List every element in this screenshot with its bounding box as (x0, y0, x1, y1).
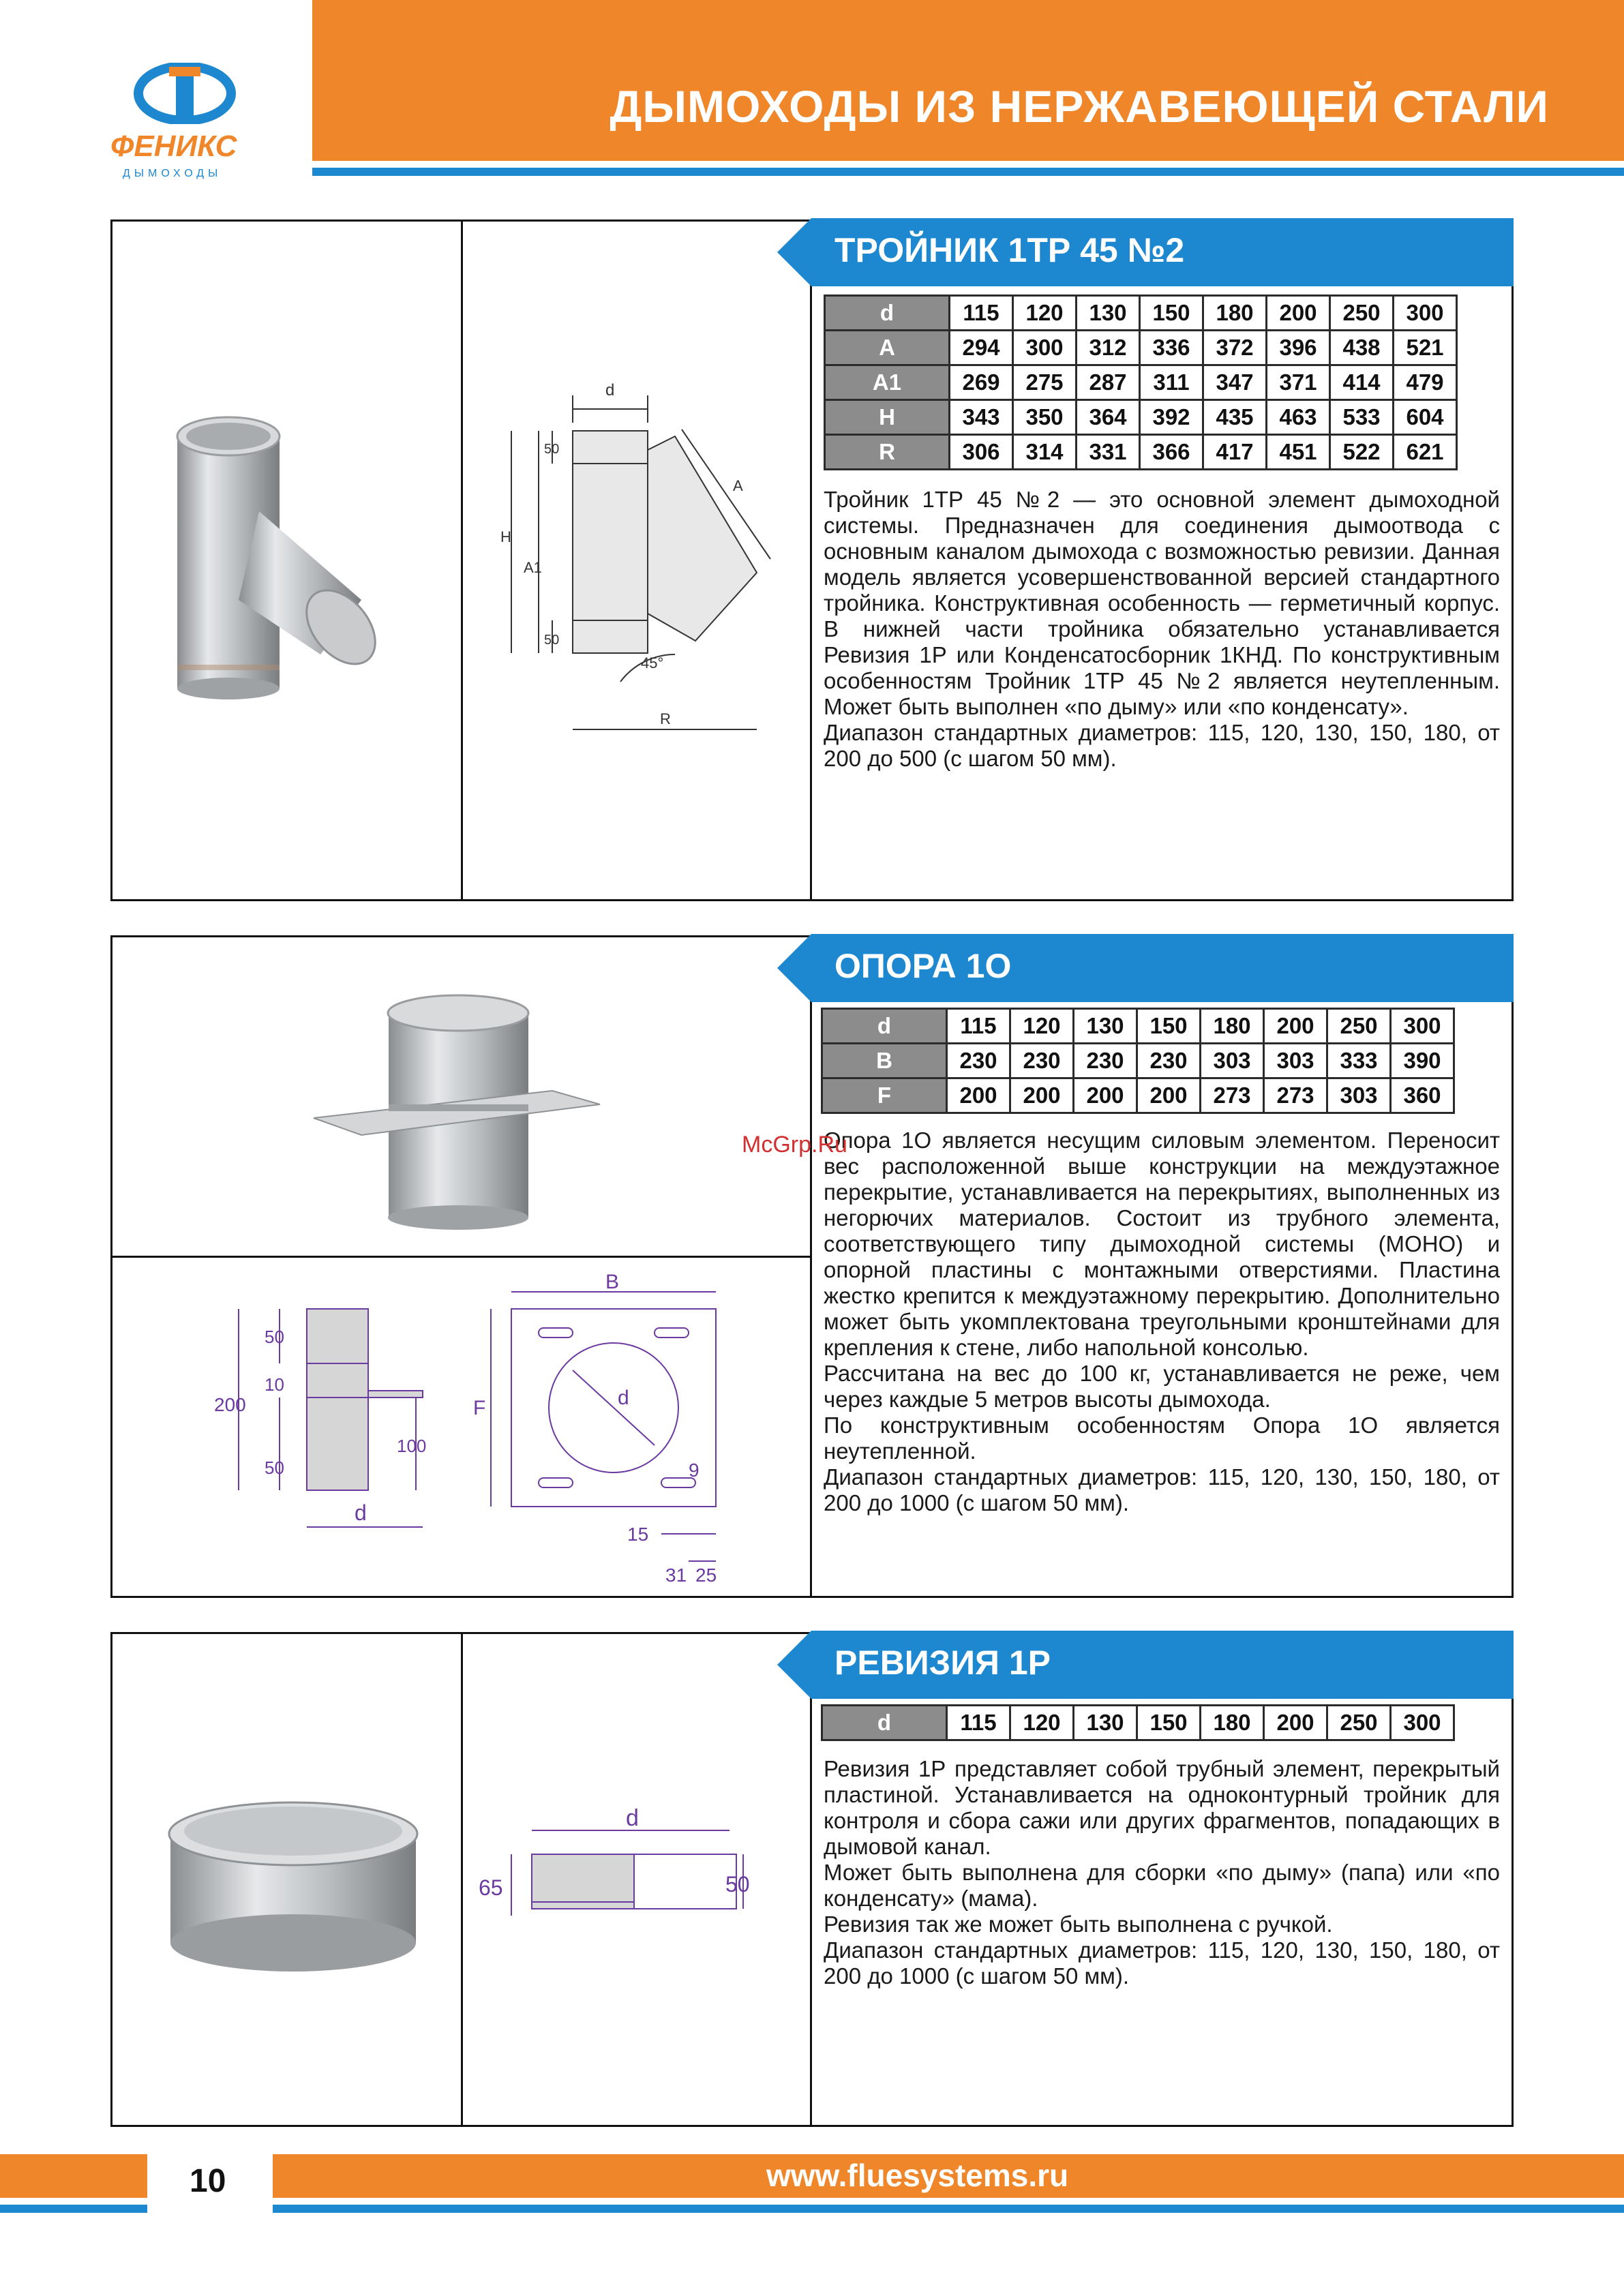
dim-label: 31 (665, 1565, 687, 1586)
table-row: R 306 314 331 366 417 451 522 621 (825, 435, 1457, 470)
dim-label: d (626, 1805, 639, 1831)
logo-icon (134, 63, 236, 124)
dim-label: d (355, 1500, 367, 1525)
tee-photo (136, 395, 443, 723)
logo-subtitle: ДЫМОХОДЫ (123, 168, 222, 179)
table-row: d 115 120 130 150 180 200 250 300 (822, 1009, 1454, 1044)
dim-label: 200 (214, 1394, 246, 1415)
revision-photo (150, 1772, 436, 1991)
dim-label: F (473, 1397, 486, 1419)
support-side-drawing (184, 1288, 443, 1561)
product-description: Опора 1О является несущим силовым элементом. Переносит вес расположенной выше конструкции на междуэтажное перекрытие, устанавливается на перекрытиях, выполненных из негорючих материалов. Состоит из трубного элемента, соответствующего типу дымоходной системы (МОНО) и опорной пластины с монтажными отверстиями. Пластина жестко крепится к междуэтажному перекрытию. Дополнительно может быть укомплектована треугольными кронштейнами для крепления к стене, либо напольной консолью. Рассчитана на вес до 100 кг, устанавливается не реже, чем через каждые 5 метров высоты дымохода. По конструктивным особенностям Опора 1О является неутепленной. Диапазон стандартных диаметров: 115, 120, 130, 150, 180, от 200 до 1000 (с шагом 50 мм). (824, 1128, 1500, 1515)
dim-label: B (605, 1271, 620, 1293)
dim-label: A1 (524, 559, 542, 576)
table-row: A 294 300 312 336 372 396 438 521 (825, 331, 1457, 365)
product-title: ТРОЙНИК 1ТР 45 №2 (834, 231, 1185, 269)
logo-name: ФЕНИКС (110, 130, 237, 163)
dim-label: A (733, 477, 743, 494)
dim-label: d (618, 1387, 629, 1409)
header-blue-line (312, 168, 1624, 176)
title-banner (777, 1631, 1514, 1699)
dim-label: 100 (397, 1436, 427, 1456)
divider (461, 220, 463, 901)
dim-label: 25 (695, 1565, 717, 1586)
divider (461, 1632, 463, 2127)
dim-label: 10 (265, 1374, 284, 1395)
table-row: H 343 350 364 392 435 463 533 604 (825, 400, 1457, 435)
divider (810, 1632, 812, 2127)
product-description: Ревизия 1Р представляет собой трубный элемент, перекрытый пластиной. Устанавливается на одноконтурный тройник для контроля и сбора сажи или других фрагментов, попадающих в дымовой канал. Может быть выполнена для сборки «по дыму» (папа) или «по конденсату» (мама). Ревизия так же может быть выполнена с ручкой. Диапазон стандартных диаметров: 115, 120, 130, 150, 180, от 200 до 1000 (с шагом 50 мм). (824, 1756, 1500, 1989)
footer-blue-right (273, 2205, 1624, 2213)
dim-label: R (660, 710, 671, 727)
product-description: Тройник 1ТР 45 №2 — это основной элемент дымоходной системы. Предназначен для соединения дымоотвода с основным каналом дымохода с возможностью ревизии. Данная модель является усовершенствованной версией стандартного тройника. Конструктивная особенность — герметичный корпус. В нижней части тройника обязательно устанавливается Ревизия 1Р или Конденсатосборник 1КНД. По конструктивным особенностям Тройник 1ТР 45 №2 является неутепленным. Может быть выполнен «по дыму» или «по конденсату». Диапазон стандартных диаметров: 115, 120, 130, 150, 180, от 200 до 500 (с шагом 50 мм). (824, 487, 1500, 771)
spec-table (824, 294, 1458, 470)
divider (810, 220, 812, 901)
support-photo (300, 988, 614, 1241)
page-number: 10 (190, 2163, 226, 2199)
table-row: d 115 120 130 150 180 200 250 300 (822, 1706, 1454, 1740)
table-row: B 230 230 230 230 303 303 333 390 (822, 1044, 1454, 1078)
divider (810, 935, 812, 1598)
dim-label: 9 (689, 1460, 700, 1481)
dim-label: 50 (544, 633, 560, 648)
dim-label: d (605, 381, 615, 399)
dim-label: 50 (265, 1457, 284, 1478)
watermark: McGrp.Ru (742, 1132, 847, 1158)
table-row: F 200 200 200 200 273 273 303 360 (822, 1078, 1454, 1113)
title-banner (777, 218, 1514, 286)
dim-label: H (500, 528, 511, 545)
revision-drawing (470, 1800, 757, 1936)
spec-table (821, 1704, 1455, 1741)
table-row: d 115 120 130 150 180 200 250 300 (825, 296, 1457, 331)
dim-label: 45° (641, 654, 664, 671)
footer-url-link[interactable]: www.fluesystems.ru (766, 2158, 1069, 2193)
dim-label: 50 (725, 1872, 750, 1897)
table-row: A1 269 275 287 311 347 371 414 479 (825, 365, 1457, 400)
spec-table (821, 1008, 1455, 1114)
page-title: ДЫМОХОДЫ ИЗ НЕРЖАВЕЮЩЕЙ СТАЛИ (610, 81, 1549, 132)
dim-label: 50 (265, 1327, 284, 1347)
support-plate-drawing (464, 1261, 750, 1588)
divider (110, 1256, 811, 1258)
product-title: РЕВИЗИЯ 1Р (834, 1644, 1051, 1682)
dim-label: 65 (479, 1875, 503, 1900)
dim-label: 50 (544, 442, 560, 457)
tee-drawing (470, 368, 805, 750)
footer-band-left (0, 2154, 147, 2198)
dim-label: 15 (627, 1524, 649, 1545)
title-banner (777, 934, 1514, 1002)
footer-blue-left (0, 2205, 147, 2213)
product-title: ОПОРА 1О (834, 947, 1012, 985)
